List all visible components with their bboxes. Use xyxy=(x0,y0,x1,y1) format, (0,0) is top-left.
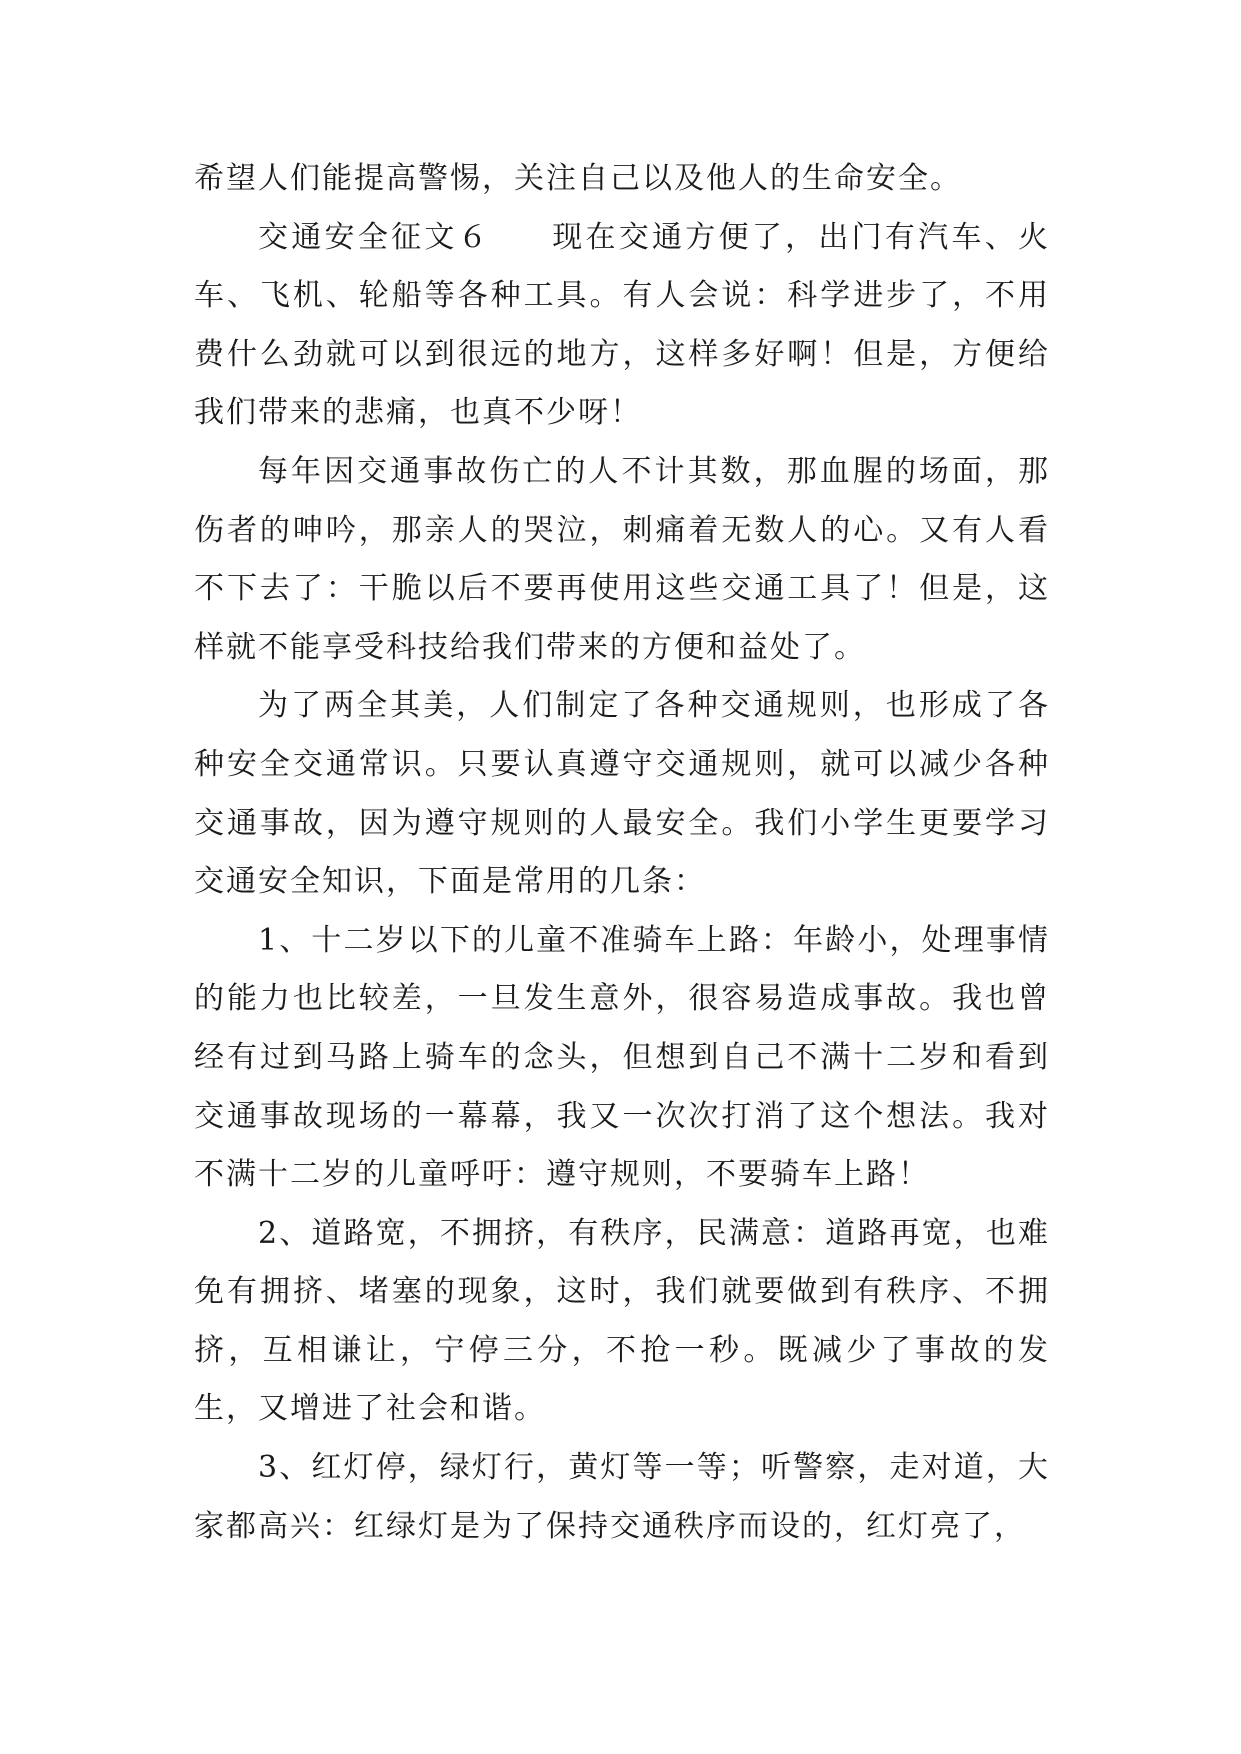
essay-body xyxy=(194,150,1050,1556)
paragraph: 3、红灯停，绿灯行，黄灯等一等；听警察，走对道，大家都高兴：红绿灯是为了保持交通秩序而设的，红灯亮了， xyxy=(194,1450,1050,1544)
paragraph: 2、道路宽，不拥挤，有秩序，民满意：道路再宽，也难免有拥挤、堵塞的现象，这时，我们就要做到有秩序、不拥挤，互相谦让，宁停三分，不抢一秒。既减少了事故的发生，又增进了社会和谐。 xyxy=(194,1215,1050,1427)
paragraph: 为了两全其美，人们制定了各种交通规则，也形成了各种安全交通常识。只要认真遵守交通规则，就可以减少各种交通事故，因为遵守规则的人最安全。我们小学生更要学习交通安全知识，下面是常用的几条： xyxy=(194,688,1050,900)
paragraph: 每年因交通事故伤亡的人不计其数，那血腥的场面，那伤者的呻吟，那亲人的哭泣，刺痛着无数人的心。又有人看不下去了：干脆以后不要再使用这些交通工具了！但是，这样就不能享受科技给我们带来的方便和益处了。 xyxy=(194,453,1050,665)
paragraph xyxy=(194,209,1050,443)
paragraph: 1、十二岁以下的儿童不准骑车上路：年龄小，处理事情的能力也比较差，一旦发生意外，很容易造成事故。我也曾经有过到马路上骑车的念头，但想到自己不满十二岁和看到交通事故现场的一幕幕，我又一次次打消了这个想法。我对不满十二岁的儿童呼吁：遵守规则，不要骑车上路！ xyxy=(194,922,1050,1193)
section-heading: 交通安全征文６ xyxy=(258,219,491,255)
paragraph: 希望人们能提高警惕，关注自己以及他人的生命安全。 xyxy=(194,161,962,196)
paragraph-text: 现在交通方便了，出门有汽车、火车、飞机、轮船等各种工具。有人会说：科学进步了，不用费什么劲就可以到很远的地方，这样多好啊！但是，方便给我们带来的悲痛，也真不少呀！ xyxy=(194,219,1051,431)
